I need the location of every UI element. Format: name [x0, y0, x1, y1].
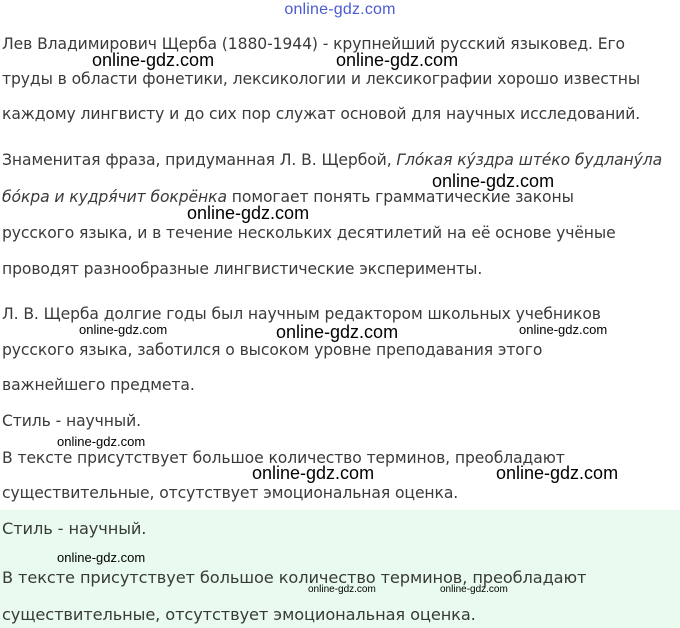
paragraph-3-line-2: русского языка, заботился о высоком уровне преподавания этого — [2, 341, 543, 359]
paragraph-2-line-4: проводят разнообразные лингвистические эксперименты. — [2, 260, 483, 278]
watermark: online-gdz.com — [496, 463, 619, 483]
watermark: online-gdz.com — [440, 584, 508, 595]
watermark: online-gdz.com — [308, 584, 376, 595]
watermark: online-gdz.com — [276, 322, 399, 342]
watermark: online-gdz.com — [187, 203, 310, 223]
watermark: online-gdz.com — [92, 50, 215, 70]
paragraph-3-line-3: важнейшего предмета. — [2, 376, 195, 394]
analysis-line-2: существительные, отсутствует эмоциональная оценка. — [2, 484, 459, 502]
paragraph-2-text: Знаменитая фраза, придуманная Л. В. Щербой, — [2, 151, 397, 169]
watermark: online-gdz.com — [57, 434, 146, 449]
paragraph-1-line-3: каждому лингвисту и до сих пор служат основой для научных исследований. — [2, 105, 641, 123]
watermark: online-gdz.com — [79, 322, 168, 337]
style-label: Стиль - научный. — [2, 412, 141, 430]
watermark: online-gdz.com — [519, 322, 608, 337]
watermark: online-gdz.com — [252, 463, 375, 483]
watermark: online-gdz.com — [336, 50, 459, 70]
analysis-line-1: В тексте присутствует большое количество терминов, преобладают — [2, 449, 565, 467]
answer-style-label: Стиль - научный. — [2, 519, 147, 538]
paragraph-1-line-2: труды в области фонетики, лексикологии и лексикографии хорошо известны — [2, 70, 641, 88]
famous-phrase-part-1: Гло́кая ку́здра ште́ко будлану́ла — [396, 151, 663, 169]
watermark: online-gdz.com — [57, 550, 146, 565]
answer-line-2: существительные, отсутствует эмоциональная оценка. — [2, 605, 476, 624]
answer-line-1: В тексте присутствует большое количество терминов, преобладают — [2, 568, 587, 587]
watermark: online-gdz.com — [432, 171, 555, 191]
site-header-link[interactable]: online-gdz.com — [284, 1, 396, 18]
paragraph-2-line-1 — [2, 150, 662, 170]
paragraph-3-line-1: Л. В. Щерба долгие годы был научным редактором школьных учебников — [2, 305, 601, 323]
paragraph-2-line-3: русского языка, и в течение нескольких десятилетий на её основе учёные — [2, 224, 616, 242]
paragraph-1-line-1: Лев Владимирович Щерба (1880-1944) - крупнейший русский языковед. Его — [2, 35, 626, 53]
famous-phrase-part-2: бо́кра и кудря́чит бокрёнка — [2, 188, 227, 206]
paragraph-2-text: помогает понять грамматические законы — [226, 188, 574, 206]
